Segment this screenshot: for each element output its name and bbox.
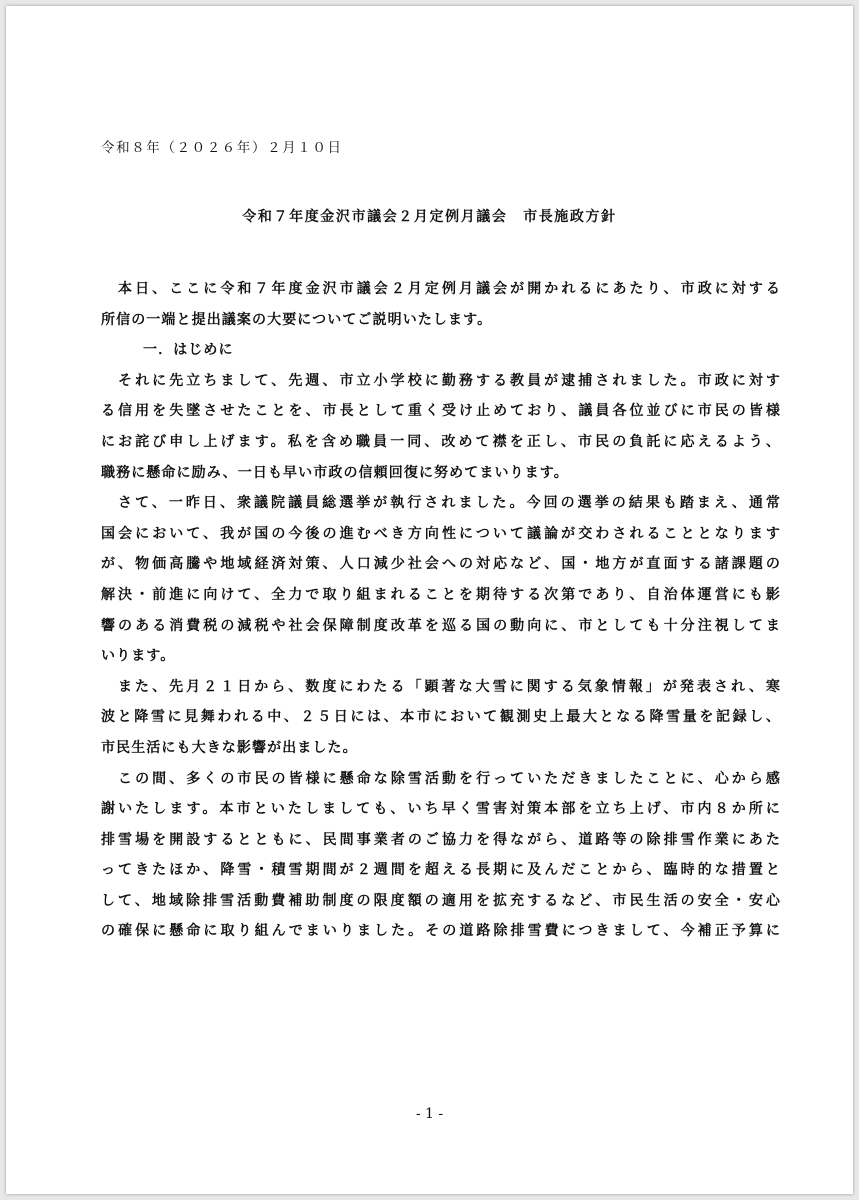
body-line: 謝いたします。本市といたしましても、いち早く雪害対策本部を立ち上げ、市内８か所に — [101, 801, 781, 818]
page-number: - 1 - — [415, 1106, 444, 1122]
body-line: 波と降雪に見舞われる中、２５日には、本市において観測史上最大となる降雪量を記録し、 — [101, 709, 781, 726]
body-line: この間、多くの市民の皆様に懸命な除雪活動を行っていただきましたことに、心から感 — [101, 770, 781, 787]
body-line: の確保に懸命に取り組んでまいりました。その道路除排雪費につきまして、今補正予算に — [101, 923, 781, 940]
body-line: して、地域除排雪活動費補助制度の限度額の適用を拡充するなど、市民生活の安全・安心 — [101, 892, 781, 909]
body-line: 市民生活にも大きな影響が出ました。 — [101, 739, 358, 756]
document-title: 令和７年度金沢市議会２月定例月議会 市長施政方針 — [242, 209, 617, 225]
body-line: が、物価高騰や地域経済対策、人口減少社会への対応など、国・地方が直面する諸課題の — [101, 556, 781, 573]
body-line: 国会において、我が国の今後の進むべき方向性について議論が交わされることとなります — [101, 525, 781, 542]
section-heading: 一．はじめに — [143, 342, 234, 359]
body-line: 職務に懸命に励み、一日も早い市政の信頼回復に努めてまいります。 — [101, 464, 569, 481]
body-line: また、先月２１日から、数度にわたる「顕著な大雪に関する気象情報」が発表され、寒 — [101, 678, 781, 695]
body-line: 解決・前進に向けて、全力で取り組まれることを期待する次第であり、自治体運営にも影 — [101, 586, 781, 603]
body-line: 本日、ここに令和７年度金沢市議会２月定例月議会が開かれるにあたり、市政に対する — [101, 281, 781, 297]
body-line: いります。 — [101, 648, 176, 665]
body-line: ってきたほか、降雪・積雪期間が２週間を超える長期に及んだことから、臨時的な措置と — [101, 862, 781, 879]
body-line: それに先立ちまして、先週、市立小学校に勤務する教員が逮捕されました。市政に対す — [101, 372, 781, 389]
body-line: にお詫び申し上げます。私を含め職員一同、改めて襟を正し、市民の負託に応えるよう、 — [101, 433, 781, 450]
document-date: 令和８年（２０２６年）２月１０日 — [101, 140, 343, 156]
body-line: さて、一昨日、衆議院議員総選挙が執行されました。今回の選挙の結果も踏まえ、通常 — [101, 495, 781, 512]
body-line: 響のある消費税の減税や社会保障制度改革を巡る国の動向に、市としても十分注視してま — [101, 617, 781, 634]
document-page — [6, 6, 853, 1194]
document-body — [101, 274, 781, 947]
body-line: 排雪場を開設するとともに、民間事業者のご協力を得ながら、道路等の除排雪作業にあた — [101, 831, 781, 848]
body-line: る信用を失墜させたことを、市長として重く受け止めており、議員各位並びに市民の皆様 — [101, 403, 781, 420]
body-line: 所信の一端と提出議案の大要についてご説明いたします。 — [101, 311, 493, 328]
